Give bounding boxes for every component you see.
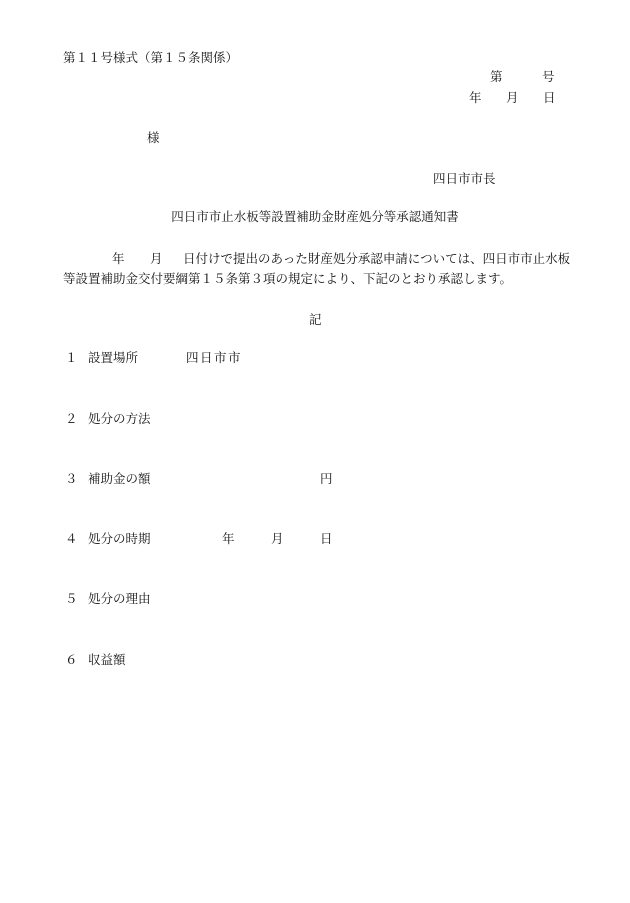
date-day: 日 bbox=[543, 90, 556, 105]
ki-mark: 記 bbox=[309, 312, 322, 327]
item-2-num: ２ bbox=[65, 411, 78, 426]
doc-number-go: 号 bbox=[542, 69, 555, 84]
item-3-num: ３ bbox=[65, 471, 78, 486]
issuer: 四日市市長 bbox=[433, 171, 496, 186]
item-1-num: １ bbox=[65, 350, 78, 365]
date-year: 年 bbox=[469, 90, 482, 105]
item-1-label: 設置場所 bbox=[88, 350, 139, 365]
doc-number-dai: 第 bbox=[490, 69, 503, 84]
item-5-num: ５ bbox=[65, 591, 78, 606]
body-line1-rest: 日付けで提出のあった財産処分承認申請については、四日市市止水板 bbox=[183, 251, 571, 266]
date-month: 月 bbox=[506, 90, 519, 105]
item-3-unit: 円 bbox=[320, 471, 333, 486]
item-4-year: 年 bbox=[222, 531, 235, 546]
document-title: 四日市市止水板等設置補助金財産処分等承認通知書 bbox=[171, 209, 459, 224]
item-2-label: 処分の方法 bbox=[88, 411, 151, 426]
item-4-day: 日 bbox=[320, 531, 333, 546]
item-5-label: 処分の理由 bbox=[88, 591, 151, 606]
body-line1-month: 月 bbox=[150, 251, 163, 266]
item-1-value: 四日市市 bbox=[186, 350, 243, 365]
item-3-label: 補助金の額 bbox=[88, 471, 151, 486]
item-6-label: 収益額 bbox=[88, 652, 126, 667]
item-4-num: ４ bbox=[65, 531, 78, 546]
item-4-label: 処分の時期 bbox=[88, 531, 151, 546]
addressee-suffix: 様 bbox=[147, 130, 160, 145]
body-line1-year: 年 bbox=[112, 251, 125, 266]
form-number: 第１１号様式（第１５条関係） bbox=[63, 50, 239, 65]
item-6-num: ６ bbox=[65, 652, 78, 667]
item-4-month: 月 bbox=[271, 531, 284, 546]
body-line2: 等設置補助金交付要綱第１５条第３項の規定により、下記のとおり承認します。 bbox=[63, 271, 513, 286]
